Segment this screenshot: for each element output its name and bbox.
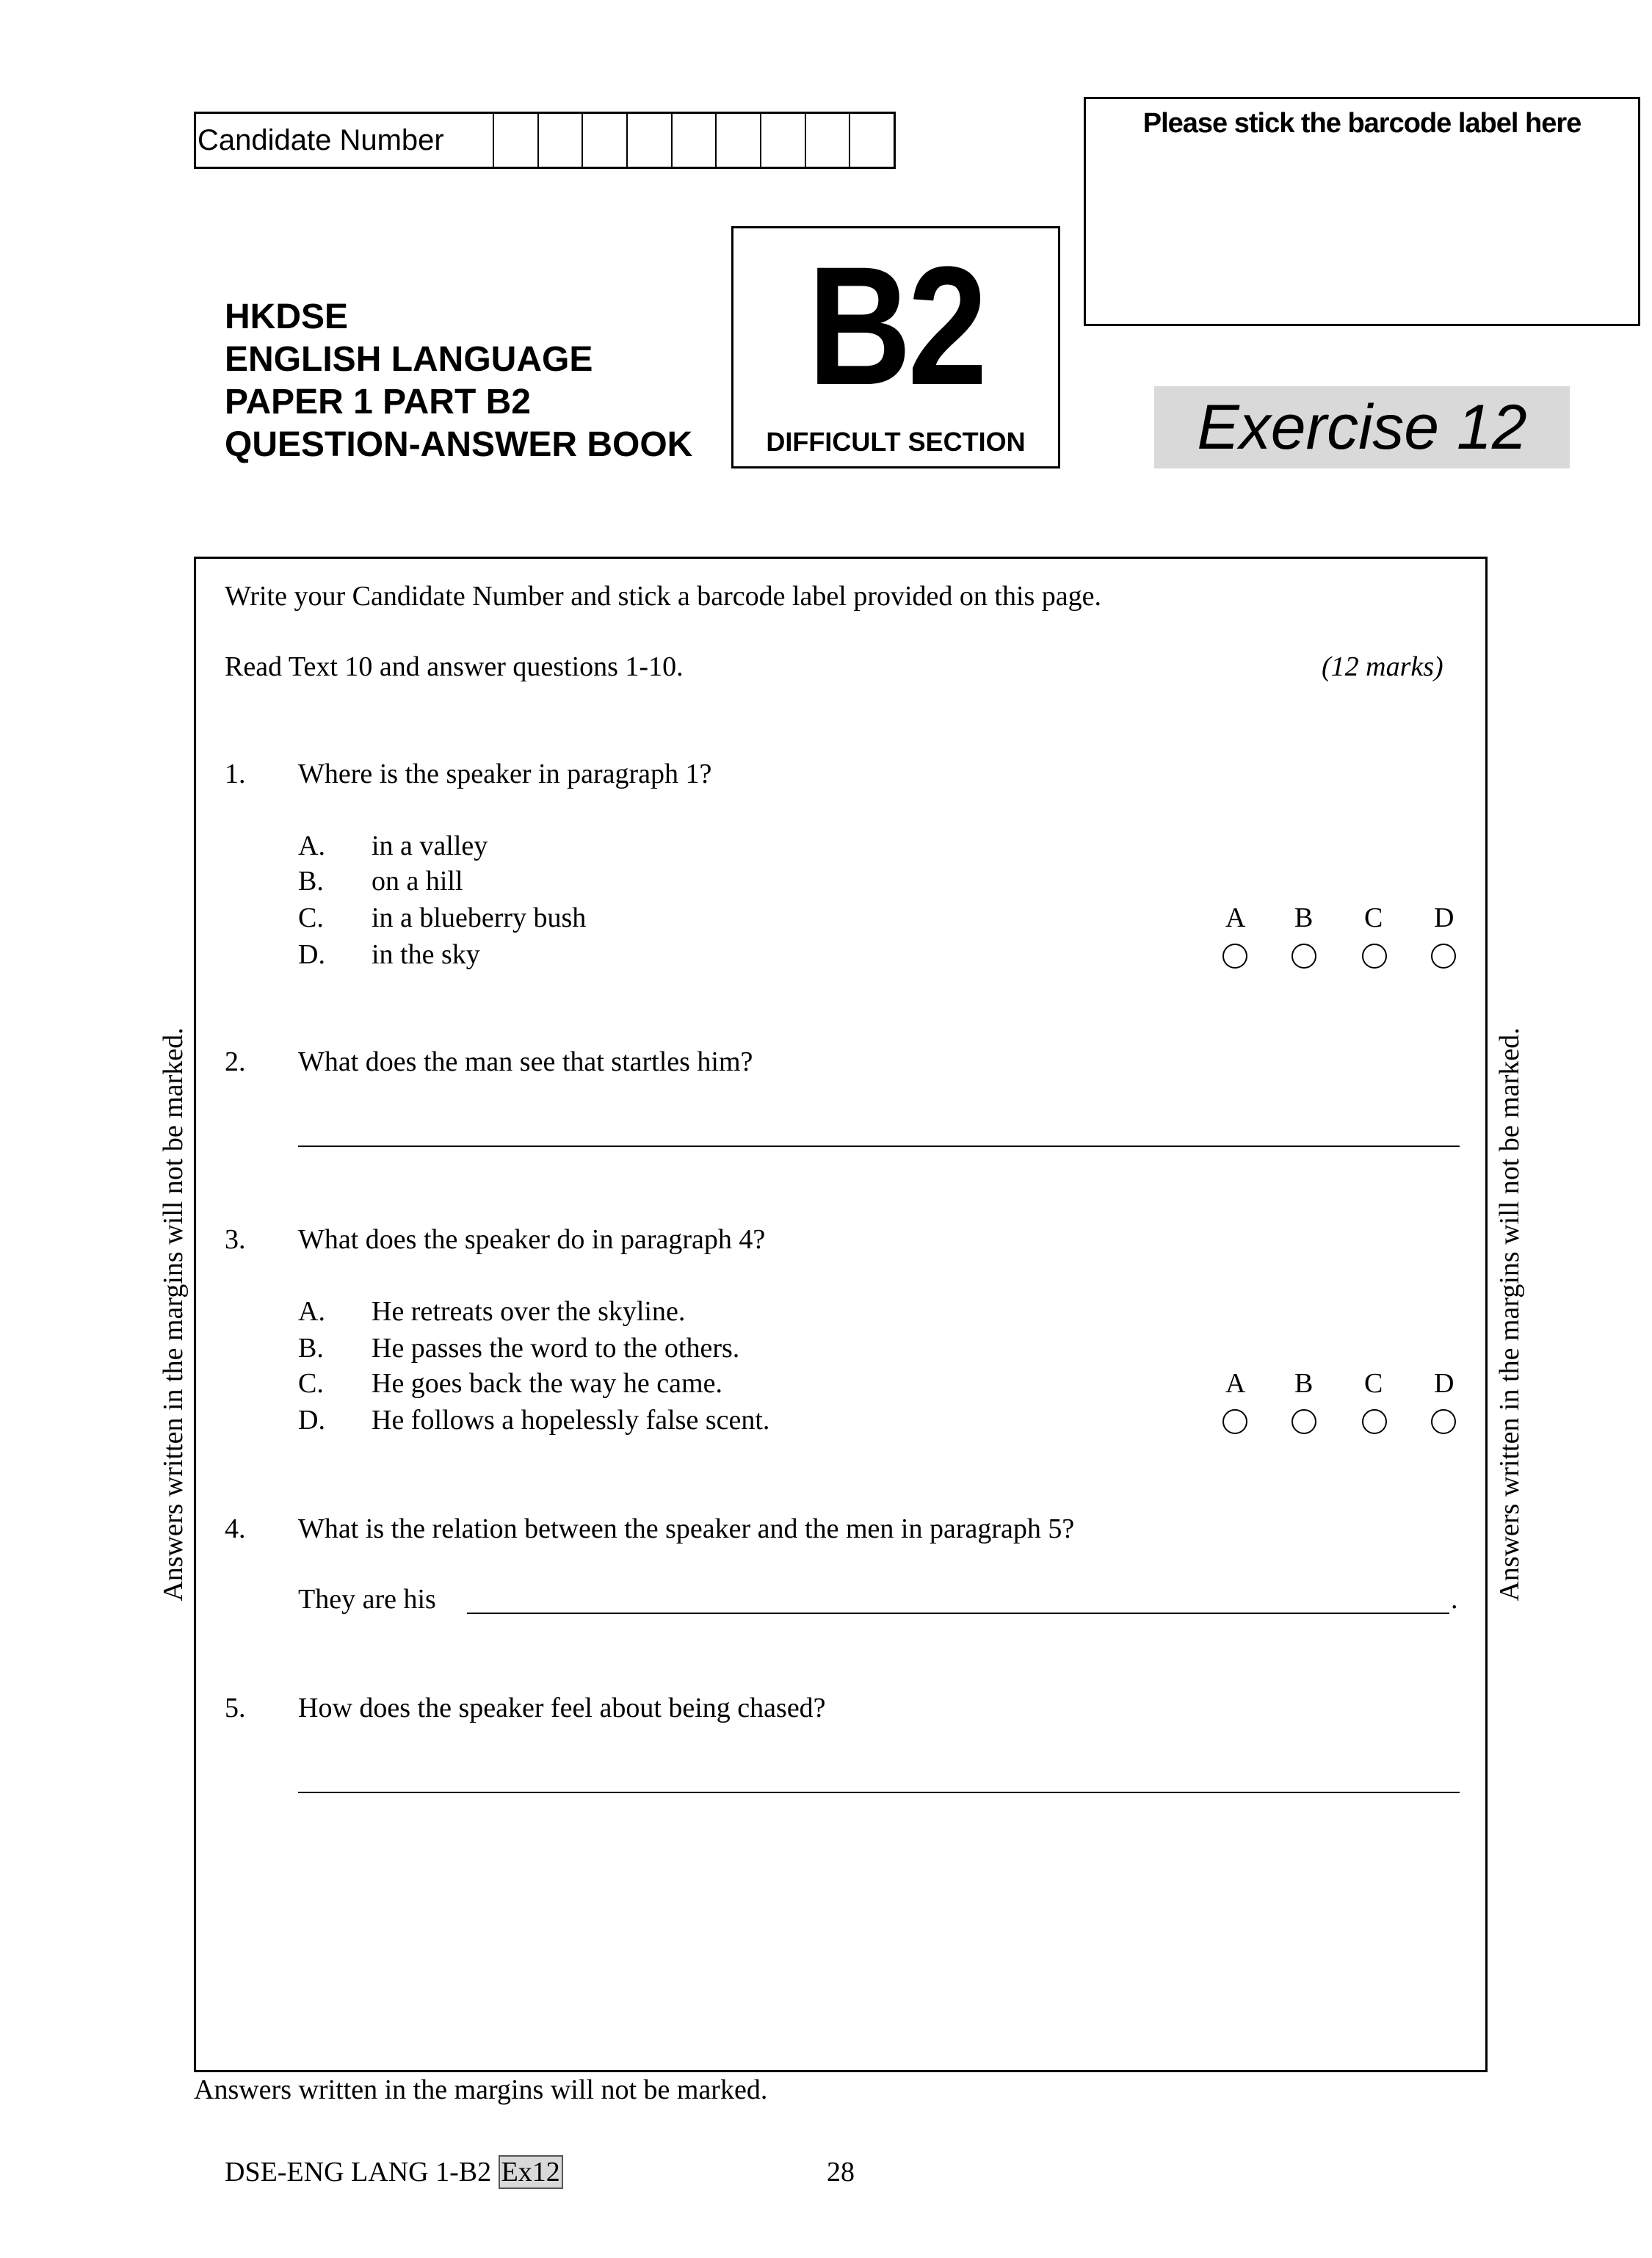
margin-note-bottom: Answers written in the margins will not be marked. [194,2074,768,2105]
candidate-digit-cell[interactable] [761,114,806,167]
bubble-label: A [1225,1368,1246,1399]
bubble-label: D [1434,902,1454,933]
question-number: 2. [225,1046,246,1077]
answer-bubble-d[interactable] [1431,1409,1456,1434]
margin-note-right: Answers written in the margins will not be marked. [1494,1027,1525,1602]
bubble-label: B [1294,1368,1314,1399]
answer-line[interactable] [298,1792,1460,1793]
candidate-number-label: Candidate Number [196,114,494,167]
answer-bubble-a[interactable] [1222,1409,1247,1434]
barcode-label-area [1084,97,1640,326]
instruction-line: Read Text 10 and answer questions 1-10. [225,651,684,682]
bubble-label: C [1364,902,1383,933]
page-number: 28 [827,2157,855,2188]
footer-exercise-tag: Ex12 [499,2155,563,2189]
option-letter: C. [298,902,324,933]
bubble-label: C [1364,1368,1383,1399]
option-text: in a valley [372,831,488,861]
section-code: B2 [808,231,984,420]
option-letter: A. [298,1296,325,1327]
title-line: HKDSE [225,297,349,336]
option-text: in the sky [372,939,480,970]
bubble-label: B [1294,902,1314,933]
option-text: He passes the word to the others. [372,1333,740,1364]
candidate-digit-cell[interactable] [717,114,761,167]
candidate-digit-cell[interactable] [806,114,851,167]
footer-code-line [225,2156,563,2188]
option-letter: B. [298,866,324,897]
question-number: 3. [225,1224,246,1255]
option-text: He goes back the way he came. [372,1368,722,1399]
option-letter: B. [298,1333,324,1364]
footer-code: DSE-ENG LANG 1-B2 [225,2157,492,2188]
candidate-digit-cell[interactable] [539,114,584,167]
section-name: DIFFICULT SECTION [766,427,1026,457]
barcode-label-text: Please stick the barcode label here [1142,108,1582,139]
question-text: Where is the speaker in paragraph 1? [298,759,712,789]
title-line: PAPER 1 PART B2 [225,383,531,421]
question-number: 1. [225,759,246,789]
option-letter: C. [298,1368,324,1399]
answer-period: . [1451,1584,1458,1615]
title-line: ENGLISH LANGUAGE [225,340,593,379]
option-letter: D. [298,1405,325,1436]
candidate-digit-cell[interactable] [494,114,539,167]
bubble-label: A [1225,902,1246,933]
answer-line[interactable] [298,1146,1460,1147]
answer-bubble-c[interactable] [1362,1409,1387,1434]
answer-bubble-b[interactable] [1291,944,1316,969]
option-text: He retreats over the skyline. [372,1296,686,1327]
candidate-number-box [194,112,896,169]
answer-line[interactable] [467,1613,1449,1614]
answer-bubble-b[interactable] [1291,1409,1316,1434]
answer-prompt: They are his [298,1584,436,1615]
margin-note-left: Answers written in the margins will not be marked. [158,1027,189,1602]
candidate-digit-cell[interactable] [673,114,717,167]
answer-bubble-d[interactable] [1431,944,1456,969]
question-text: What is the relation between the speaker and the men in paragraph 5? [298,1513,1075,1544]
answer-bubble-a[interactable] [1222,944,1247,969]
option-text: He follows a hopelessly false scent. [372,1405,770,1436]
question-text: What does the speaker do in paragraph 4? [298,1224,766,1255]
option-letter: A. [298,831,325,861]
title-line: QUESTION-ANSWER BOOK [225,425,693,464]
option-text: on a hill [372,866,463,897]
answer-bubble-c[interactable] [1362,944,1387,969]
question-number: 4. [225,1513,246,1544]
exercise-label: Exercise 12 [1154,386,1570,468]
candidate-digit-cell[interactable] [628,114,673,167]
section-box [731,226,1060,468]
question-text: How does the speaker feel about being chased? [298,1693,826,1723]
candidate-digit-cell[interactable] [850,114,894,167]
question-number: 5. [225,1693,246,1723]
candidate-digit-cell[interactable] [583,114,628,167]
question-text: What does the man see that startles him? [298,1046,753,1077]
option-letter: D. [298,939,325,970]
marks-label: (12 marks) [1322,651,1443,682]
option-text: in a blueberry bush [372,902,587,933]
bubble-label: D [1434,1368,1454,1399]
instruction-line: Write your Candidate Number and stick a barcode label provided on this page. [225,581,1102,612]
